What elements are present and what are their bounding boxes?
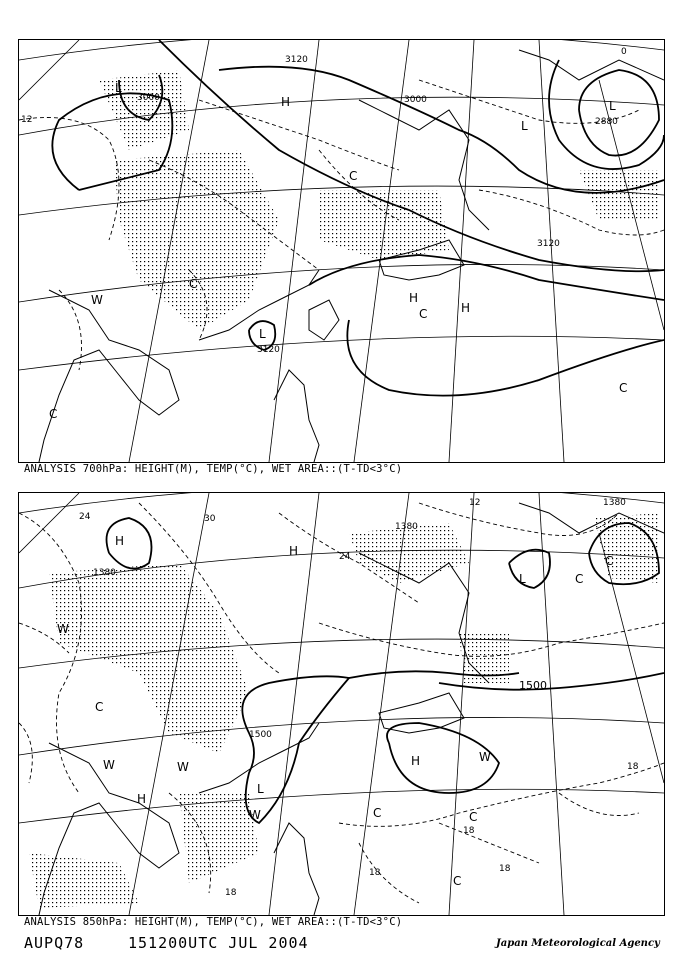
contour-label: 3120 bbox=[537, 239, 560, 249]
isotherm-label: 24 bbox=[339, 552, 351, 562]
cold-center-symbol: C bbox=[189, 277, 198, 291]
high-center-symbol: H bbox=[409, 291, 419, 305]
low-center-symbol: L bbox=[519, 572, 526, 586]
isotherms bbox=[19, 503, 664, 903]
wet-area bbox=[29, 513, 659, 908]
high-center-symbol: H bbox=[411, 754, 421, 768]
low-center-symbol: L bbox=[259, 327, 266, 341]
agency-credit: Japan Meteorological Agency bbox=[496, 938, 660, 949]
cold-center-symbol: C bbox=[49, 407, 58, 421]
isotherm-label: 18 bbox=[499, 864, 511, 874]
contour-label: 2880 bbox=[595, 117, 618, 127]
valid-time: 151200UTC JUL 2004 bbox=[128, 934, 309, 952]
low-center-symbol: L bbox=[609, 99, 616, 113]
high-center-symbol: H bbox=[137, 792, 147, 806]
high-center-symbol: H bbox=[115, 534, 125, 548]
warm-center-symbol: W bbox=[103, 758, 115, 772]
warm-center-symbol: W bbox=[57, 622, 69, 636]
chart-850hpa-map bbox=[19, 493, 664, 915]
cold-center-symbol: C bbox=[373, 806, 382, 820]
high-center-symbol: H bbox=[461, 301, 471, 315]
cold-center-symbol: C bbox=[605, 554, 614, 568]
cold-center-symbol: C bbox=[619, 381, 628, 395]
isotherm-label: 0 bbox=[621, 47, 627, 57]
bulletin-id: AUPQ78 bbox=[24, 934, 85, 952]
isotherm-label: 18 bbox=[627, 762, 639, 772]
contour-label: 3000 bbox=[404, 95, 427, 105]
isotherm-label: 18 bbox=[225, 888, 237, 898]
chart-850hpa-caption: ANALYSIS 850hPa: HEIGHT(M), TEMP(°C), WET AREA::(T-TD<3°C) bbox=[24, 916, 403, 928]
isotherm-label: 30 bbox=[204, 514, 216, 524]
cold-center-symbol: C bbox=[95, 700, 104, 714]
contour-label: 1380 bbox=[395, 522, 418, 532]
chart-700hpa-map bbox=[19, 40, 664, 462]
contour-label: 3000 bbox=[137, 93, 160, 103]
cold-center-symbol: C bbox=[469, 810, 478, 824]
isotherm-label: 12 bbox=[469, 498, 481, 508]
contour-label: 1380 bbox=[603, 498, 626, 508]
wet-area bbox=[99, 70, 659, 330]
low-center-symbol: L bbox=[257, 782, 264, 796]
chart-700hpa-caption: ANALYSIS 700hPa: HEIGHT(M), TEMP(°C), WET AREA::(T-TD<3°C) bbox=[24, 463, 403, 475]
low-center-symbol: L bbox=[115, 81, 122, 95]
warm-center-symbol: W bbox=[249, 808, 261, 822]
contour-label: 1500 bbox=[519, 679, 547, 692]
cold-center-symbol: C bbox=[419, 307, 428, 321]
cold-center-symbol: C bbox=[349, 169, 358, 183]
chart-850hpa-panel bbox=[18, 492, 665, 916]
warm-center-symbol: W bbox=[479, 750, 491, 764]
warm-center-symbol: W bbox=[91, 293, 103, 307]
isotherm-label: 18 bbox=[463, 826, 475, 836]
warm-center-symbol: W bbox=[177, 760, 189, 774]
isotherm-label: 24 bbox=[79, 512, 91, 522]
isotherm-label: 18 bbox=[369, 868, 381, 878]
contour-label: 1380 bbox=[93, 568, 116, 578]
low-center-symbol: L bbox=[521, 119, 528, 133]
contour-label: 1500 bbox=[249, 730, 272, 740]
isotherm-label: 12 bbox=[21, 115, 33, 125]
high-center-symbol: H bbox=[289, 544, 299, 558]
cold-center-symbol: C bbox=[453, 874, 462, 888]
contour-label: 3120 bbox=[285, 55, 308, 65]
contour-label: 3120 bbox=[257, 345, 280, 355]
chart-700hpa-panel bbox=[18, 39, 665, 463]
coastline bbox=[39, 503, 664, 915]
cold-center-symbol: C bbox=[575, 572, 584, 586]
high-center-symbol: H bbox=[281, 95, 291, 109]
